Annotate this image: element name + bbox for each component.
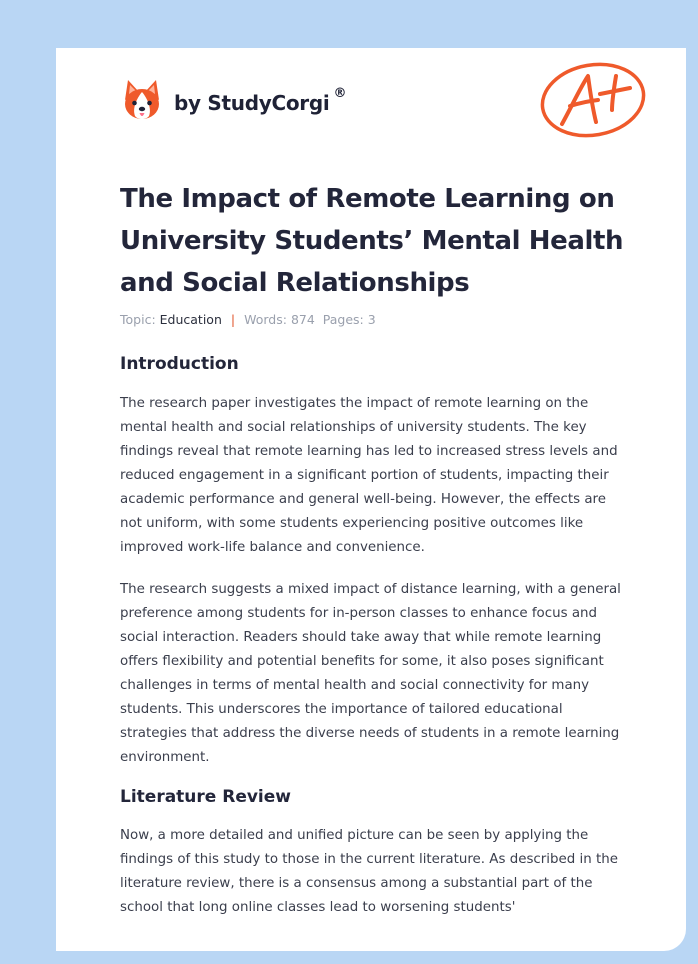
paragraph: Now, a more detailed and unified picture can be seen by applying the findings of this study to those in the current literature. As described in the literature review, there is a consensus among a substantial part of the school that long online classes lead to worsening students' (120, 828, 618, 915)
topic-link[interactable]: Education (159, 312, 222, 327)
topic-label: Topic: (120, 312, 156, 327)
brand-name: by StudyCorgi (174, 91, 330, 115)
a-plus-grade-icon (536, 58, 651, 142)
paragraph: The research suggests a mixed impact of distance learning, with a general preference among students for in-person classes to enhance focus and social interaction. Readers should take away that while remote learning offers flexibility and potential benefits for some, it also poses significant challenges in terms of mental health and social connectivity for many students. This underscores the importance of tailored educational strategies that address the diverse needs of students in a remote learning environment. (120, 582, 621, 765)
words-label: Words: (244, 312, 287, 327)
meta-separator: | (230, 312, 236, 327)
section-heading-literature-review: Literature Review (120, 787, 291, 807)
registered-mark: ® (333, 85, 347, 101)
pages-count: 3 (367, 312, 376, 327)
studycorgi-logo[interactable] (122, 76, 346, 124)
corgi-icon (122, 78, 162, 122)
paragraph: The research paper investigates the impact of remote learning on the mental health and social relationships of university students. The key findings reveal that remote learning has led to increased stress levels and reduced engagement in a significant portion of students, impacting their academic performance and general well-being. However, the effects are not uniform, with some students experiencing positive outcomes like improved work-life balance and convenience. (120, 396, 618, 555)
document-page (56, 48, 686, 951)
words-count: 874 (290, 312, 315, 327)
document-meta (120, 312, 376, 327)
pages-label: Pages: (322, 312, 364, 327)
document-title: The Impact of Remote Learning on University Students’ Mental Health and Social Relationships (120, 184, 624, 298)
section-heading-introduction: Introduction (120, 354, 239, 374)
